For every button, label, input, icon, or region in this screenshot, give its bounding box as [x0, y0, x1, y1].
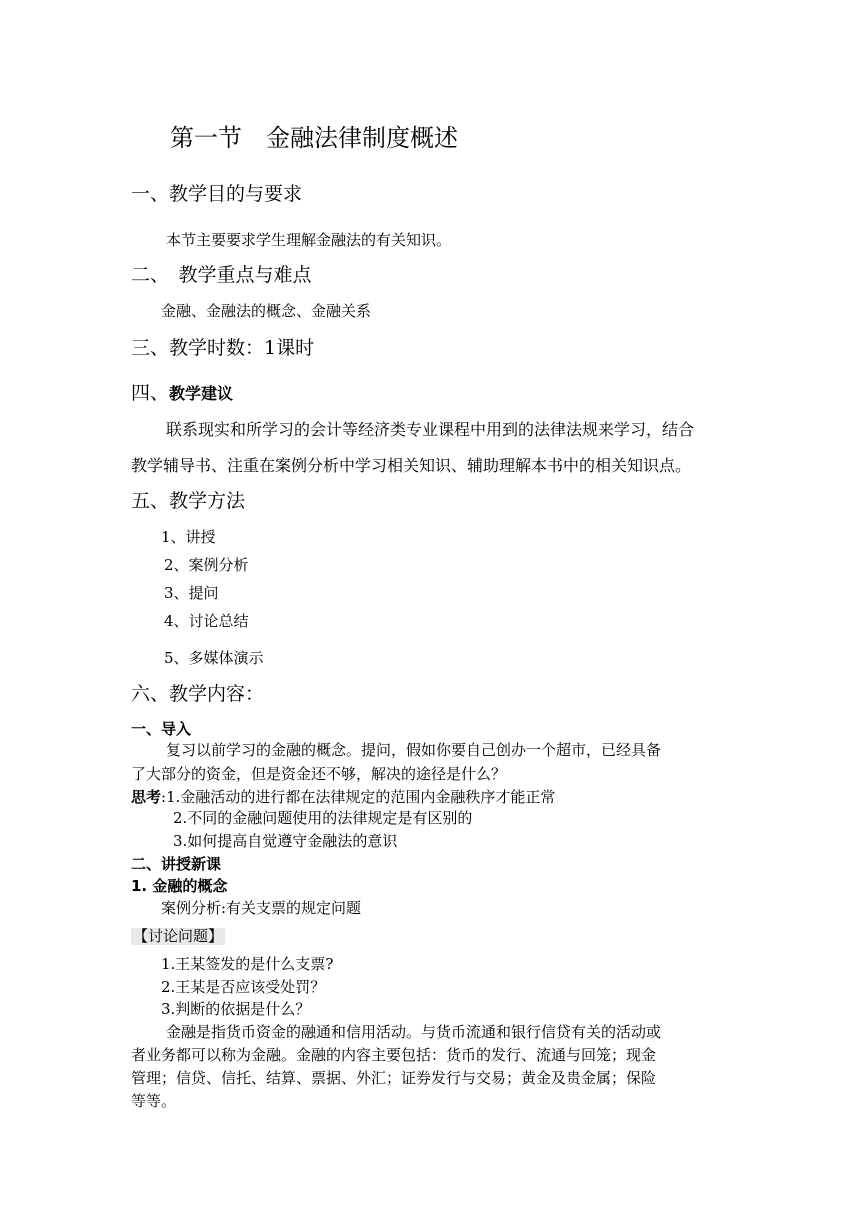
intro-heading: 一、导入: [131, 720, 192, 738]
section-4-line-1: 联系现实和所学习的会计等经济类专业课程中用到的法律法规来学习，结合: [166, 420, 695, 439]
section-2-body: 金融、金融法的概念、金融关系: [161, 302, 372, 320]
discussion-label: 【讨论问题】: [133, 927, 224, 945]
section-4-line-2: 教学辅导书、注重在案例分析中学习相关知识、辅助理解本书中的相关知识点。: [131, 456, 692, 475]
section-4-heading: [131, 384, 233, 403]
think-label: 思考: [131, 788, 162, 806]
section-3-heading: 三、教学时数：1课时: [131, 337, 315, 359]
page-title: 第一节 金融法律制度概述: [170, 124, 458, 152]
definition-line-2: 者业务都可以称为金融。金融的内容主要包括：货币的发行、流通与回笼；现金: [131, 1046, 657, 1064]
think-item: :1.金融活动的进行都在法律规定的范围内金融秩序才能正常: [161, 788, 556, 806]
definition-line-4: 等等。: [131, 1092, 177, 1110]
section-1-body: 本节主要要求学生理解金融法的有关知识。: [166, 231, 452, 249]
definition-line-1: 金融是指货币资金的融通和信用活动。与货币流通和银行信贷有关的活动或: [166, 1023, 662, 1041]
definition-line-3: 管理；信贷、信托、结算、票据、外汇；证券发行与交易；黄金及贵金属；保险: [131, 1069, 657, 1087]
intro-line-1: 复习以前学习的金融的概念。提问，假如你要自己创办一个超市，已经具备: [166, 741, 662, 759]
method-item: 5、多媒体演示: [164, 649, 264, 667]
think-item: 3.如何提高自觉遵守金融法的意识: [173, 832, 398, 850]
think-item: 2.不同的金融问题使用的法律规定是有区别的: [173, 809, 473, 827]
discussion-question: 1.王某签发的是什么支票?: [161, 955, 334, 973]
concept-subheading: 1. 金融的概念: [131, 877, 228, 895]
section-5-heading: 五、教学方法: [131, 490, 246, 512]
discussion-question: 2.王某是否应该受处罚？: [161, 978, 326, 996]
section-2-heading: 二、 教学重点与难点: [131, 264, 312, 286]
discussion-question: 3.判断的依据是什么？: [161, 1000, 311, 1018]
think-line-1: [131, 789, 555, 805]
section-4-heading-bold: 教学建议: [169, 384, 234, 403]
case-analysis: 案例分析:有关支票的规定问题: [161, 899, 362, 917]
section-1-heading: 一、教学目的与要求: [131, 183, 303, 205]
method-item: 1、讲授: [161, 528, 216, 546]
section-4-heading-prefix: 四、: [131, 382, 170, 404]
section-6-heading: 六、教学内容：: [131, 683, 265, 705]
new-lesson-heading: 二、讲授新课: [131, 855, 222, 873]
method-item: 4、讨论总结: [164, 612, 249, 630]
method-item: 2、案例分析: [164, 556, 249, 574]
method-item: 3、提问: [164, 584, 219, 602]
intro-line-2: 了大部分的资金，但是资金还不够，解决的途径是什么？: [131, 765, 507, 783]
